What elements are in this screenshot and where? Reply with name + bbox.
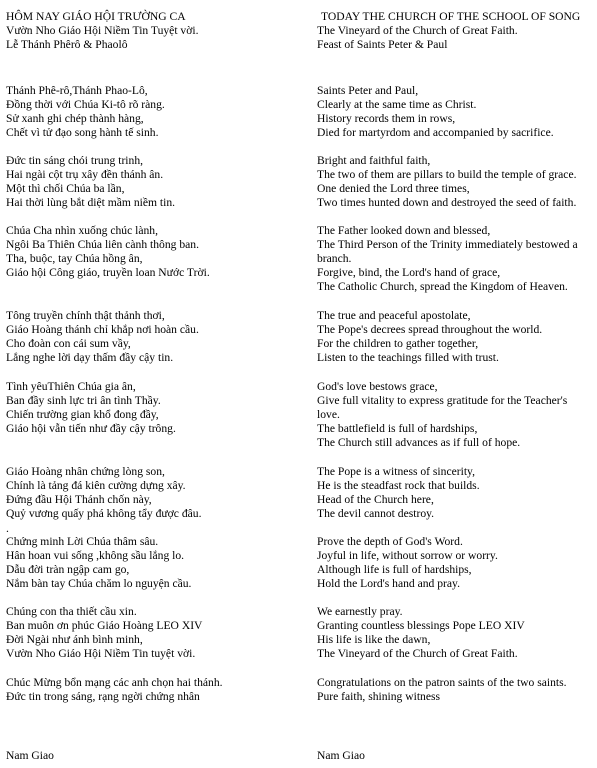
verse-line: Lắng nghe lời dạy thấm đầy cậy tin. [6,351,174,364]
verse-line: Although life is full of hardships, [317,563,472,576]
verse-line: The two of them are pillars to build the temple of grace. [317,168,577,181]
verse-line: Đồng thời với Chúa Ki-tô rõ ràng. [6,98,165,111]
verse-line: Giáo hội vẫn tiến như đầy cậy trông. [6,422,176,435]
poem-title: TODAY THE CHURCH OF THE SCHOOL OF SONG [321,10,581,23]
verse-line: One denied the Lord three times, [317,182,470,195]
verse-line: Chính là tảng đá kiên cường dựng xây. [6,479,186,492]
verse-line: Hân hoan vui sống ,không sầu lắng lo. [6,549,185,562]
verse-line: Ngôi Ba Thiên Chúa liên cành thông ban. [6,238,199,251]
verse-line: Tình yêuThiên Chúa gia ân, [6,380,136,393]
verse-line: Ban đầy sinh lực tri ân tình Thầy. [6,394,161,407]
verse-line: Đức tin sáng chói trung trinh, [6,154,144,167]
verse-line: branch. [317,252,352,265]
verse-line: Chúa Cha nhìn xuống chúc lành, [6,224,158,237]
verse-line: The true and peaceful apostolate, [317,309,471,322]
verse-line: Dẫu đời tràn ngập cam go, [6,563,130,576]
verse-line: Chúng con tha thiết cầu xin. [6,605,137,618]
header-line: Vườn Nho Giáo Hội Niềm Tin Tuyệt vời. [6,24,199,37]
verse-line: Giáo Hoàng nhân chứng lòng son, [6,465,165,478]
verse-line: His life is like the dawn, [317,633,431,646]
verse-line: The Pope is a witness of sincerity, [317,465,475,478]
verse-line: History records them in rows, [317,112,456,125]
verse-line: Đức tin trong sáng, rạng ngời chứng nhân [6,690,200,703]
verse-line: Đứng đầu Hội Thánh chốn này, [6,493,152,506]
verse-line: Saints Peter and Paul, [317,84,419,97]
verse-line: Congratulations on the patron saints of the two saints. [317,676,567,689]
verse-line: Joyful in life, without sorrow or worry. [317,549,498,562]
verse-line: The Vineyard of the Church of Great Faith. [317,647,518,660]
verse-line: For the children to gather together, [317,337,479,350]
verse-line: Died for martyrdom and accompanied by sacrifice. [317,126,554,139]
verse-line: Một thì chối Chúa ba lần, [6,182,125,195]
verse-line: Tông truyền chính thật thảnh thơi, [6,309,165,322]
verse-line: Pure faith, shining witness [317,690,441,703]
verse-line: Thánh Phê-rô,Thánh Phao-Lô, [6,84,148,97]
header-line: The Vineyard of the Church of Great Faith. [317,24,518,37]
verse-line: Head of the Church here, [317,493,434,506]
verse-line: Prove the depth of God's Word. [317,535,463,548]
verse-line: The Church still advances as if full of hope. [317,436,521,449]
verse-line: The Third Person of the Trinity immediately bestowed a [317,238,578,251]
verse-line: The Catholic Church, spread the Kingdom of Heaven. [317,280,568,293]
verse-line: Granting countless blessings Pope LEO XIV [317,619,525,632]
verse-line: love. [317,408,340,421]
verse-line: He is the steadfast rock that builds. [317,479,480,492]
verse-line: Chiến trường gian khổ đong đầy, [6,408,159,421]
verse-line: Hold the Lord's hand and pray. [317,577,461,590]
verse-line: God's love bestows grace, [317,380,438,393]
verse-line: Hai ngài cột trụ xây đền thánh ân. [6,168,164,181]
header-line: Lễ Thánh Phêrô & Phaolô [6,38,128,51]
verse-line: Tha, buộc, tay Chúa hồng ân, [6,252,143,265]
verse-line: Clearly at the same time as Christ. [317,98,477,111]
verse-line: The Father looked down and blessed, [317,224,491,237]
author-signature: Nam Giao [6,749,54,762]
verse-line: The devil cannot destroy. [317,507,435,520]
verse-line: Vườn Nho Giáo Hội Niềm Tin tuyệt vời. [6,647,196,660]
stray-dot: . [6,522,9,535]
header-line: Feast of Saints Peter & Paul [317,38,448,51]
verse-line: Chứng minh Lời Chúa thâm sâu. [6,535,159,548]
author-signature: Nam Giao [317,749,365,762]
verse-line: Sử xanh ghi chép thành hàng, [6,112,144,125]
verse-line: Giáo Hoàng thánh chỉ khắp nơi hoàn cầu. [6,323,199,336]
verse-line: Cho đoàn con cái sum vầy, [6,337,131,350]
verse-line: Chúc Mừng bổn mạng các anh chọn hai thánh. [6,676,223,689]
verse-line: Hai thời lùng bắt diệt mầm niềm tin. [6,196,176,209]
verse-line: Nắm bàn tay Chúa chăm lo nguyện cầu. [6,577,192,590]
verse-line: Two times hunted down and destroyed the seed of faith. [317,196,577,209]
verse-line: Ban muôn ơn phúc Giáo Hoàng LEO XIV [6,619,203,632]
verse-line: Bright and faithful faith, [317,154,431,167]
verse-line: The Pope's decrees spread throughout the world. [317,323,543,336]
verse-line: Giáo hội Công giáo, truyền loan Nước Trời. [6,266,210,279]
verse-line: Listen to the teachings filled with trust. [317,351,499,364]
verse-line: Give full vitality to express gratitude for the Teacher's [317,394,568,407]
verse-line: We earnestly pray. [317,605,403,618]
verse-line: Forgive, bind, the Lord's hand of grace, [317,266,501,279]
verse-line: Quỷ vương quấy phá không tẩy được đâu. [6,507,202,520]
verse-line: Đời Ngài như ánh bình minh, [6,633,143,646]
verse-line: Chết vì tử đạo song hành tế sinh. [6,126,159,139]
verse-line: The battlefield is full of hardships, [317,422,478,435]
poem-title: HÔM NAY GIÁO HỘI TRƯỜNG CA [6,10,186,23]
